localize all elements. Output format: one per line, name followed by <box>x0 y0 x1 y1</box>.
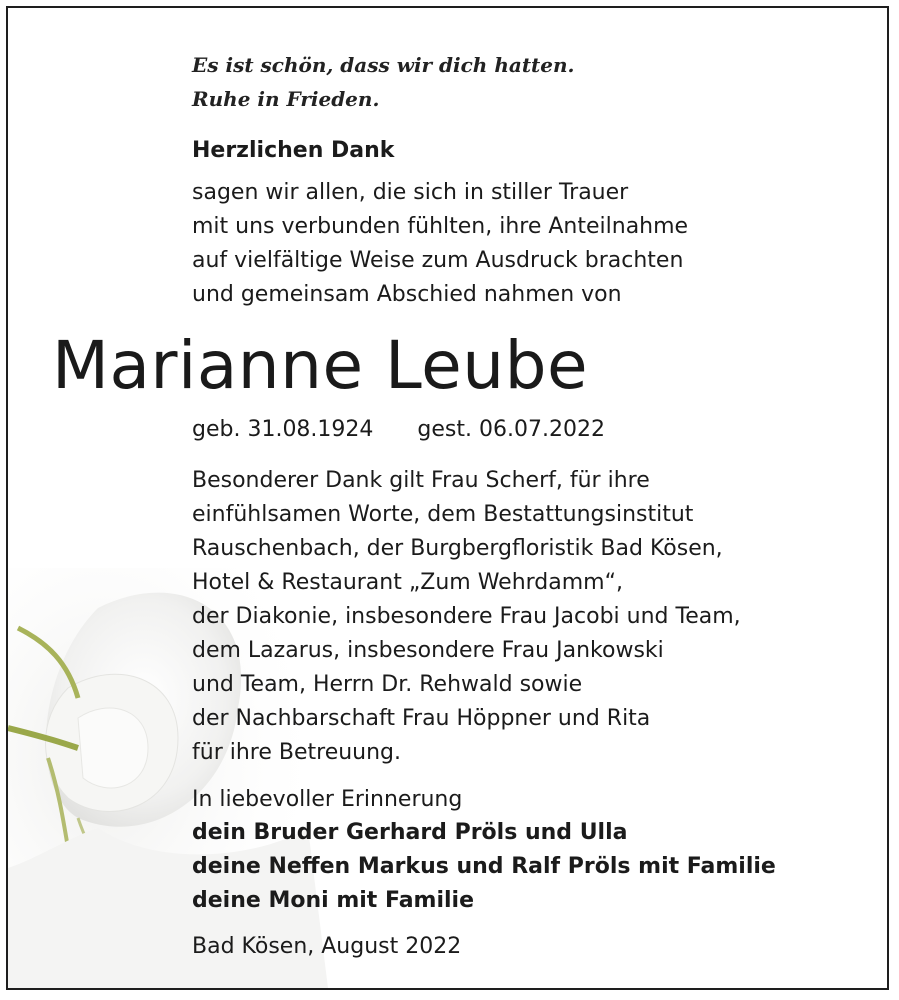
thanks-line: der Nachbarschaft Frau Höppner und Rita <box>192 706 651 731</box>
intro-line: auf vielfältige Weise zum Ausdruck brachten <box>192 248 684 273</box>
deceased-name: Marianne Leube <box>52 327 589 404</box>
intro-text <box>192 176 688 312</box>
place-and-date-text: Bad Kösen, August 2022 <box>192 934 462 959</box>
motto-line: Es ist schön, dass wir dich hatten. <box>192 53 575 77</box>
death-date: gest. 06.07.2022 <box>417 417 605 442</box>
thanks-line: Besonderer Dank gilt Frau Scherf, für ihre <box>192 468 650 493</box>
family-signatures <box>192 816 776 918</box>
obituary-frame <box>6 6 889 990</box>
thanks-line: für ihre Betreuung. <box>192 740 402 765</box>
memory-line <box>192 784 462 816</box>
thanks-line: dem Lazarus, insbesondere Frau Jankowski <box>192 638 664 663</box>
family-line: dein Bruder Gerhard Pröls und Ulla <box>192 820 628 845</box>
thanks-line: Rauschenbach, der Burgbergfloristik Bad Kösen, <box>192 536 723 561</box>
special-thanks-text <box>192 464 741 770</box>
memory-line-text: In liebevoller Erinnerung <box>192 787 463 812</box>
intro-line: und gemeinsam Abschied nahmen von <box>192 282 622 307</box>
thanks-line: einfühlsamen Worte, dem Bestattungsinstitut <box>192 502 694 527</box>
life-dates <box>192 412 605 448</box>
motto-line: Ruhe in Frieden. <box>192 87 380 111</box>
thanks-line: Hotel & Restaurant „Zum Wehrdamm“, <box>192 570 623 595</box>
thanks-line: der Diakonie, insbesondere Frau Jacobi und Team, <box>192 604 741 629</box>
intro-line: mit uns verbunden fühlten, ihre Anteilnahme <box>192 214 689 239</box>
family-line: deine Neffen Markus und Ralf Pröls mit Familie <box>192 854 776 879</box>
family-line: deine Moni mit Familie <box>192 888 475 913</box>
thanks-heading <box>192 136 394 166</box>
place-and-date <box>192 930 461 964</box>
motto-verse <box>192 48 575 116</box>
birth-date: geb. 31.08.1924 <box>192 417 374 442</box>
thanks-line: und Team, Herrn Dr. Rehwald sowie <box>192 672 583 697</box>
intro-line: sagen wir allen, die sich in stiller Trauer <box>192 180 629 205</box>
thanks-heading-text: Herzlichen Dank <box>192 138 395 163</box>
